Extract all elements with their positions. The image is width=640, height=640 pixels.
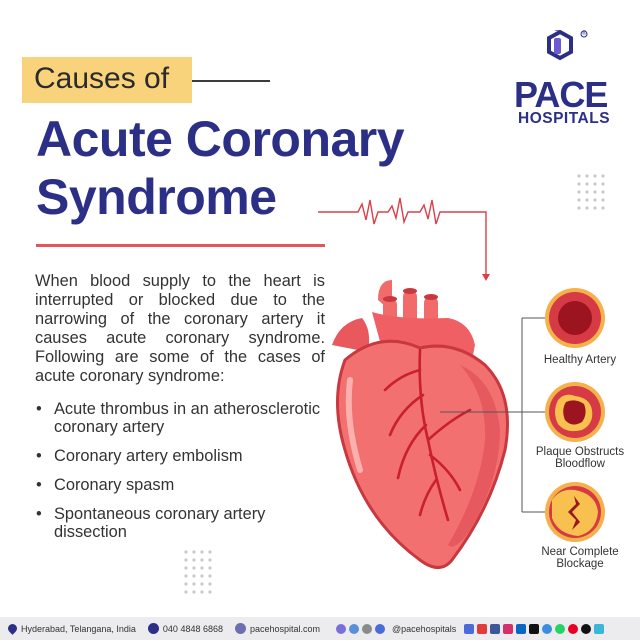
social-icon[interactable] [349, 624, 359, 634]
dot-grid-top [575, 172, 605, 212]
page-title [36, 110, 456, 226]
phone-icon [148, 623, 159, 634]
title-line-1: Acute Coronary [36, 111, 405, 167]
footer-phone[interactable]: 040 4848 6868 [148, 623, 223, 634]
facebook-icon[interactable] [490, 624, 500, 634]
instagram-icon[interactable] [503, 624, 513, 634]
brand-subtitle: HOSPITALS [518, 110, 611, 127]
blocked-artery-icon [545, 482, 605, 542]
social-icons-left [336, 624, 388, 634]
causes-list [36, 400, 336, 552]
footer-location: Hyderabad, Telangana, India [8, 624, 136, 634]
plaque-artery-icon [545, 382, 605, 442]
ecg-arrow-icon [482, 274, 490, 281]
linkedin-icon[interactable] [516, 624, 526, 634]
brand-name: PACE [514, 74, 608, 115]
causes-divider [192, 80, 270, 82]
cause-item: • Coronary artery embolism [36, 447, 336, 465]
social-icon[interactable] [542, 624, 552, 634]
location-pin-icon [6, 622, 19, 635]
title-line-2: Syndrome [36, 169, 277, 225]
blocked-artery-label: Near Complete Blockage [541, 546, 619, 570]
x-icon[interactable] [529, 624, 539, 634]
social-icon[interactable] [375, 624, 385, 634]
social-icons-right [464, 624, 607, 634]
globe-icon [235, 623, 246, 634]
intro-paragraph: When blood supply to the heart is interrupted or blocked due to the narrowing of the coronary artery it causes acute coronary syndrome. Following are some of the cases of acute coronary syndrome: [35, 272, 325, 385]
social-icon[interactable] [336, 624, 346, 634]
footer-bar [0, 617, 640, 640]
dot-grid-bottom [182, 548, 212, 596]
healthy-artery-icon [545, 288, 605, 348]
healthy-artery-label: Healthy Artery [543, 354, 617, 366]
title-underline [36, 244, 325, 247]
whatsapp-icon[interactable] [555, 624, 565, 634]
cause-item: • Coronary spasm [36, 476, 336, 494]
causes-label: Causes of [34, 62, 170, 95]
cause-item: • Acute thrombus in an atherosclerotic coronary artery [36, 400, 336, 436]
cause-item: • Spontaneous coronary artery dissection [36, 505, 336, 541]
connector-lines [440, 318, 545, 512]
youtube-icon[interactable] [477, 624, 487, 634]
footer-handle[interactable]: @pacehospitals [392, 623, 457, 634]
footer-website[interactable]: pacehospital.com [235, 623, 320, 634]
heart-icon [332, 280, 508, 568]
plaque-artery-label: Plaque Obstructs Bloodflow [535, 446, 625, 470]
pinterest-icon[interactable] [568, 624, 578, 634]
registered-mark: ® [582, 31, 587, 37]
social-icon[interactable] [594, 624, 604, 634]
social-icon[interactable] [464, 624, 474, 634]
threads-icon[interactable] [581, 624, 591, 634]
social-icon[interactable] [362, 624, 372, 634]
